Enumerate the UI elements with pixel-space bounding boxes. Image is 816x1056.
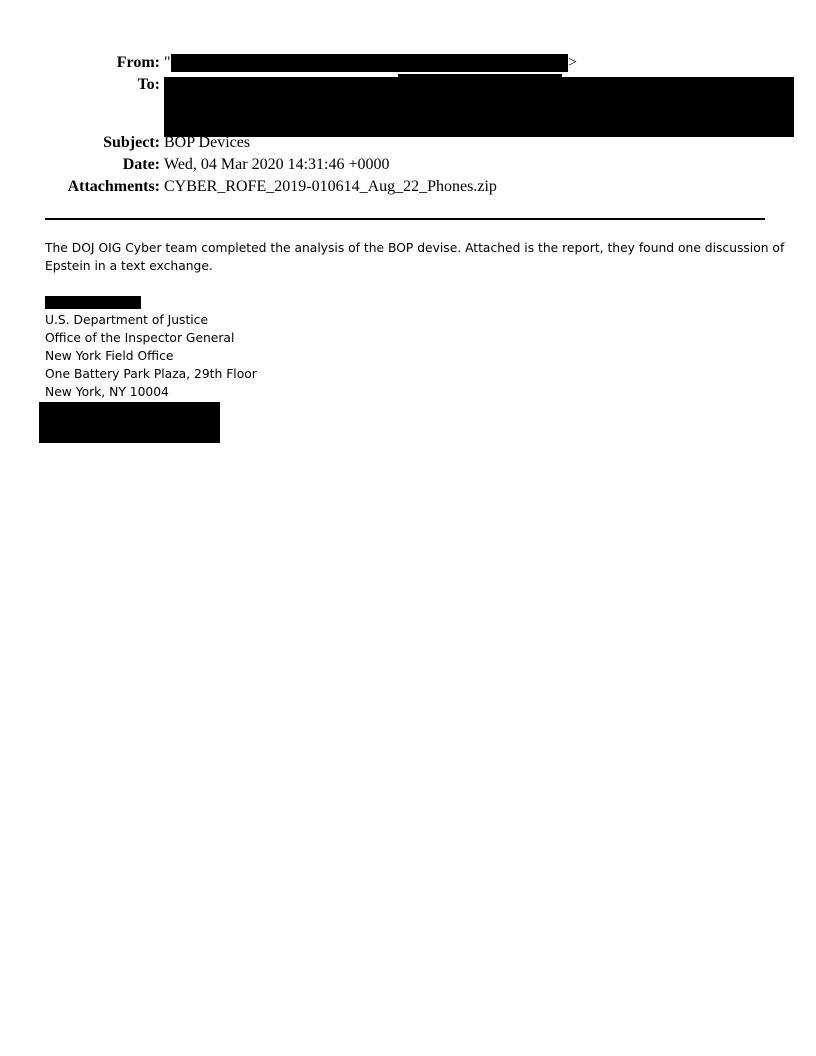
signature-line-5: New York, NY 10004 xyxy=(45,385,169,399)
attachment-link[interactable]: CYBER_ROFE_2019-010614_Aug_22_Phones.zip xyxy=(164,178,497,195)
signature-contact-redaction xyxy=(39,402,220,443)
header-divider xyxy=(45,218,765,220)
date-value: Wed, 04 Mar 2020 14:31:46 +0000 xyxy=(164,156,390,173)
date-label: Date: xyxy=(122,156,160,173)
message-body-line-2: Epstein in a text exchange. xyxy=(45,259,213,273)
signature-line-4: One Battery Park Plaza, 29th Floor xyxy=(45,367,257,381)
subject-value: BOP Devices xyxy=(164,134,251,151)
from-quote: " xyxy=(164,54,171,71)
subject-label: Subject: xyxy=(103,134,160,151)
signature-name-redaction xyxy=(45,296,141,309)
message-body-line-1: The DOJ OIG Cyber team completed the analysis of the BOP devise. Attached is the report, they found one discussion of xyxy=(45,241,785,255)
from-suffix: > xyxy=(568,54,578,71)
attachments-label: Attachments: xyxy=(67,178,160,195)
signature-line-1: U.S. Department of Justice xyxy=(45,313,209,327)
from-redaction xyxy=(171,54,568,72)
to-label: To: xyxy=(137,76,160,93)
to-redaction xyxy=(164,77,794,137)
signature-line-2: Office of the Inspector General xyxy=(45,331,235,345)
from-label: From: xyxy=(116,54,160,71)
signature-line-3: New York Field Office xyxy=(45,349,174,363)
